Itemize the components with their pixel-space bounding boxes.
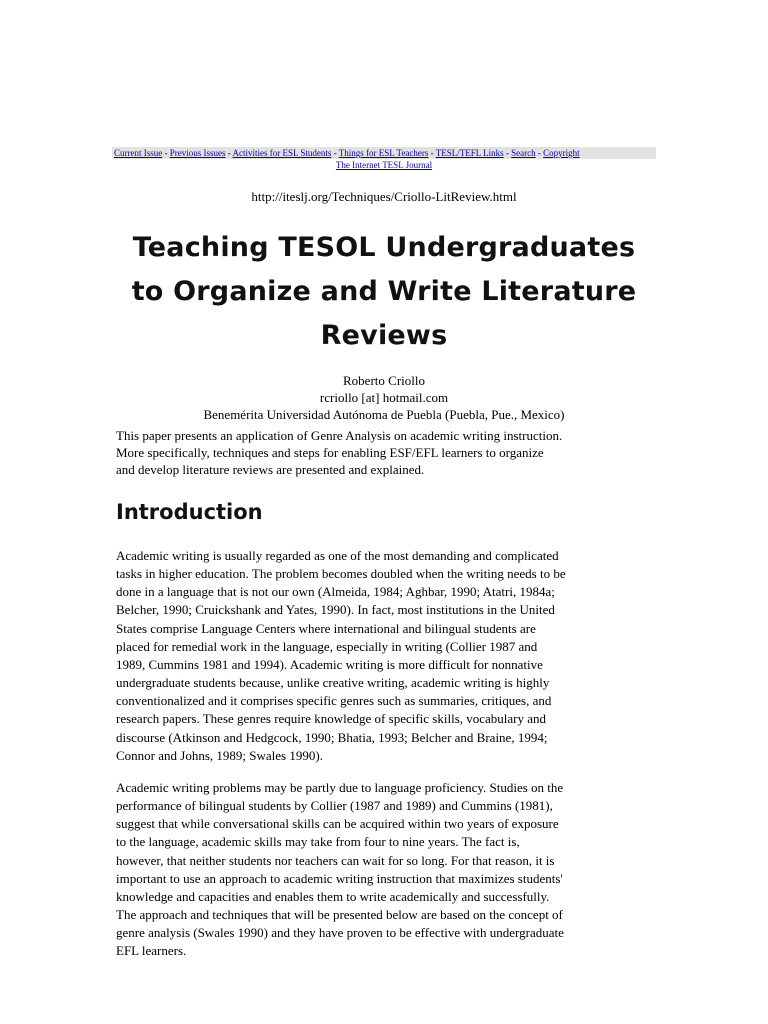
paragraph-line: tasks in higher education. The problem becomes doubled when the writing needs to be bbox=[116, 566, 566, 582]
nav-link-current-issue[interactable]: Current Issue bbox=[114, 148, 163, 158]
paragraph-line: to the language, academic skills may take from four to nine years. The fact is, bbox=[116, 834, 520, 850]
nav-separator: - bbox=[535, 148, 544, 158]
title-line: Teaching TESOL Undergraduates bbox=[132, 232, 636, 263]
intro-paragraph-2 bbox=[116, 779, 656, 961]
abstract-line: and develop literature reviews are presented and explained. bbox=[116, 462, 425, 477]
paragraph-line: however, that neither students nor teachers can wait for so long. For that reason, it is bbox=[116, 852, 555, 868]
nav-link-activities-esl-students[interactable]: Activities for ESL Students bbox=[232, 148, 332, 158]
paragraph-line: 1989, Cummins 1981 and 1994). Academic writing is more difficult for nonnative bbox=[116, 656, 543, 672]
nav-link-things-esl-teachers[interactable]: Things for ESL Teachers bbox=[338, 148, 429, 158]
paragraph-line: done in a language that is not our own (Almeida, 1984; Aghbar, 1990; Atatri, 1984a; bbox=[116, 584, 555, 600]
paragraph-line: undergraduate students because, unlike creative writing, academic writing is highly bbox=[116, 675, 550, 691]
intro-paragraph-1 bbox=[116, 547, 656, 765]
title-line: Reviews bbox=[320, 320, 448, 351]
paragraph-line: knowledge and capacities and enables them to write academically and successfully. bbox=[116, 888, 550, 904]
site-nav-bar bbox=[112, 147, 656, 159]
nav-separator: - bbox=[331, 148, 339, 158]
nav-separator: - bbox=[503, 148, 512, 158]
paragraph-line: performance of bilingual students by Collier (1987 and 1989) and Cummins (1981), bbox=[116, 798, 553, 814]
abstract-line: This paper presents an application of Genre Analysis on academic writing instruction. bbox=[116, 428, 563, 443]
paragraph-line: conventionalized and it comprises specific genres such as summaries, critiques, and bbox=[116, 693, 552, 709]
abstract-line: More specifically, techniques and steps for enabling ESF/EFL learners to organize bbox=[116, 445, 544, 460]
paragraph-line: Academic writing is usually regarded as one of the most demanding and complicated bbox=[116, 548, 559, 563]
paragraph-line: Connor and Johns, 1989; Swales 1990). bbox=[116, 747, 323, 763]
nav-separator: - bbox=[162, 148, 170, 158]
paragraph-line: Academic writing problems may be partly due to language proficiency. Studies on the bbox=[116, 780, 564, 795]
article-title bbox=[112, 226, 656, 358]
paragraph-line: The approach and techniques that will be presented below are based on the concept of bbox=[116, 907, 563, 923]
paragraph-line: research papers. These genres require knowledge of specific skills, vocabulary and bbox=[116, 711, 547, 727]
author-name: Roberto Criollo bbox=[343, 373, 425, 388]
author-email: rcriollo [at] hotmail.com bbox=[319, 390, 449, 405]
nav-separator: - bbox=[225, 148, 233, 158]
nav-link-previous-issues[interactable]: Previous Issues bbox=[169, 148, 226, 158]
paragraph-line: placed for remedial work in the language, especially in writing (Collier 1987 and bbox=[116, 638, 538, 654]
journal-link-row bbox=[0, 159, 768, 171]
paragraph-line: Belcher, 1990; Cruickshank and Yates, 1990). In fact, most institutions in the United bbox=[116, 602, 555, 618]
nav-separator: - bbox=[428, 148, 436, 158]
site-nav-links bbox=[114, 147, 580, 159]
nav-link-copyright[interactable]: Copyright bbox=[543, 148, 580, 158]
paragraph-line: suggest that while conversational skills can be acquired within two years of exposure bbox=[116, 816, 559, 832]
paragraph-line: EFL learners. bbox=[116, 943, 187, 959]
author-block bbox=[0, 372, 768, 423]
abstract bbox=[116, 427, 656, 478]
nav-link-tesl-tefl-links[interactable]: TESL/TEFL Links bbox=[435, 148, 504, 158]
paragraph-line: genre analysis (Swales 1990) and they have proven to be effective with undergraduate bbox=[116, 925, 564, 941]
paragraph-line: discourse (Atkinson and Hedgcock, 1990; Bhatia, 1993; Belcher and Braine, 1994; bbox=[116, 729, 548, 745]
article-url: http://iteslj.org/Techniques/Criollo-LitReview.html bbox=[251, 189, 517, 204]
journal-home-link[interactable]: The Internet TESL Journal bbox=[335, 160, 433, 170]
author-affiliation: Benemérita Universidad Autónoma de Puebla (Puebla, Pue., Mexico) bbox=[203, 407, 565, 422]
section-heading-introduction: Introduction bbox=[116, 500, 263, 524]
paragraph-line: important to use an approach to academic writing instruction that maximizes students' bbox=[116, 870, 563, 886]
title-line: to Organize and Write Literature bbox=[131, 276, 637, 307]
nav-link-search[interactable]: Search bbox=[511, 148, 536, 158]
paragraph-line: States comprise Language Centers where international and bilingual students are bbox=[116, 620, 536, 636]
